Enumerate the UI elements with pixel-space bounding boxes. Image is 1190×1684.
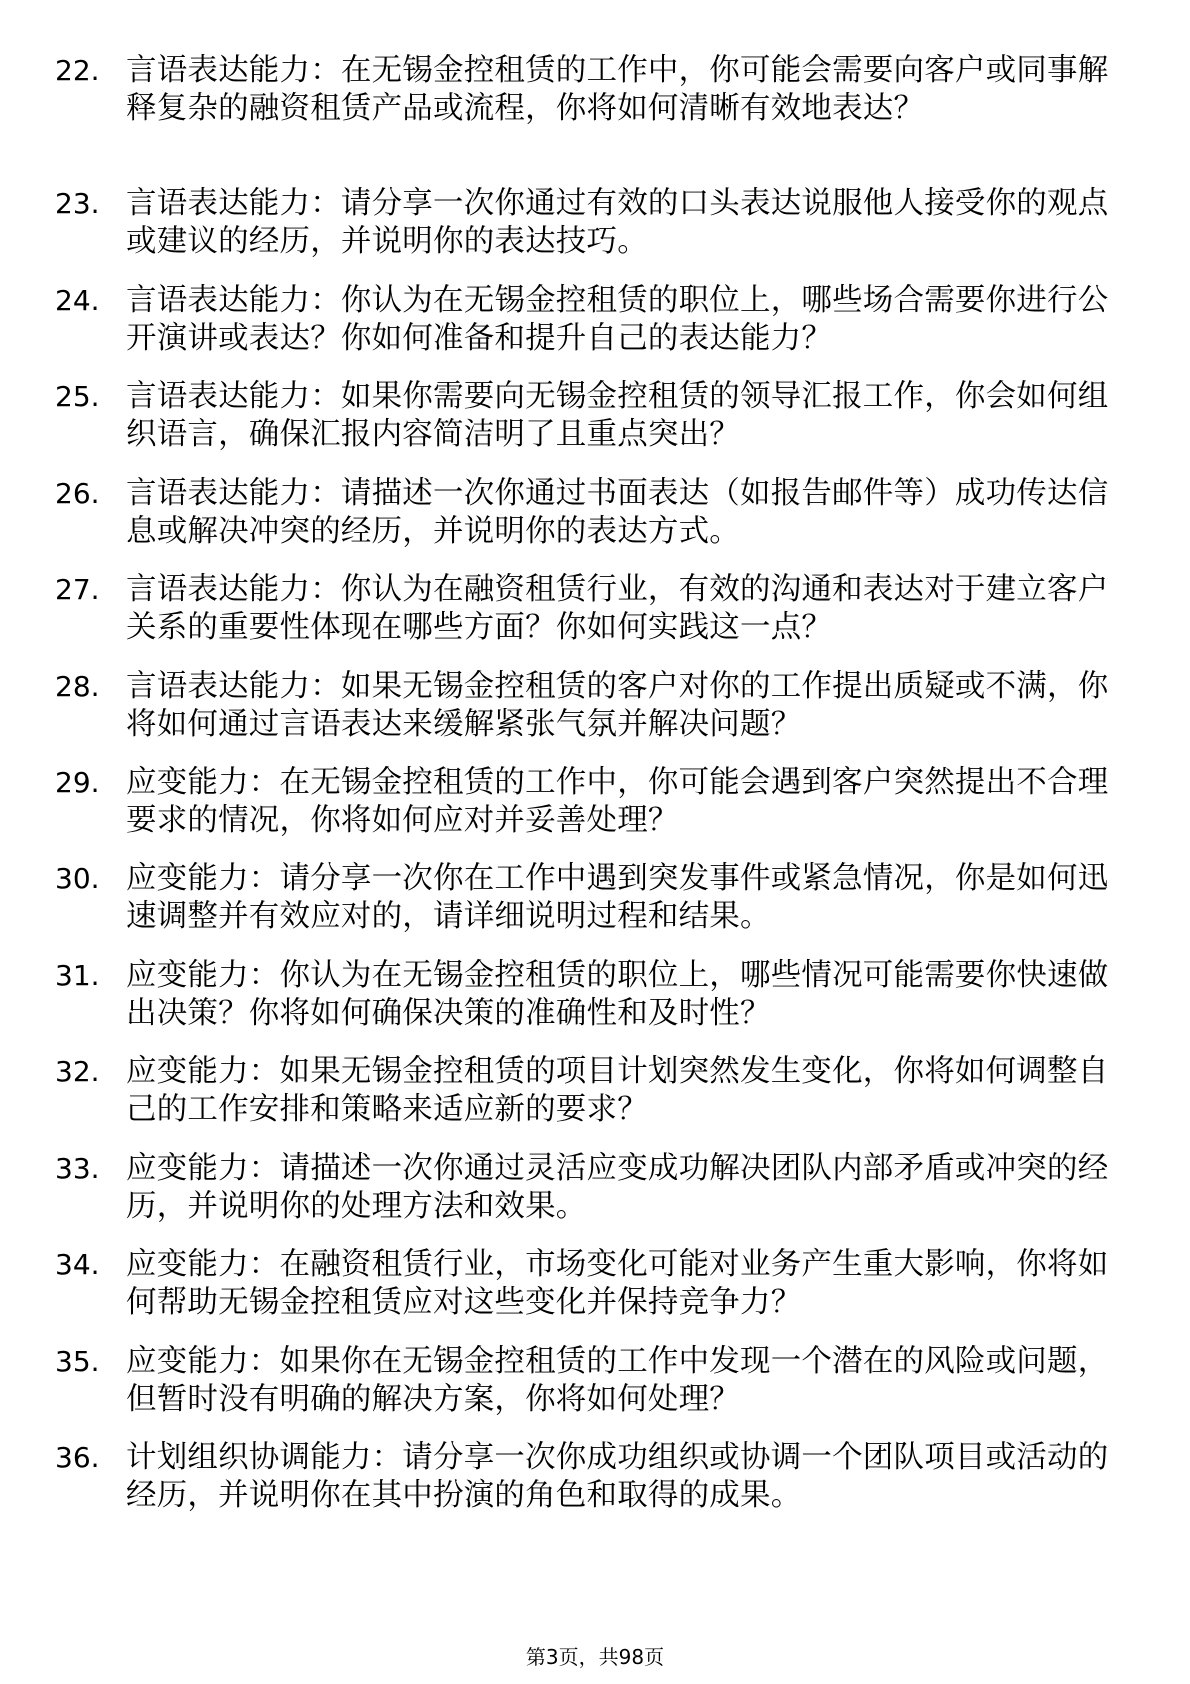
question-number: 28. (55, 670, 100, 703)
question-text: 言语表达能力：如果你需要向无锡金控租赁的领导汇报工作，你会如何组织语言，确保汇报内容简洁明了且重点突出？ (126, 379, 1109, 452)
question-number: 31. (55, 959, 100, 992)
question-text: 应变能力：请分享一次你在工作中遇到突发事件或紧急情况，你是如何迅速调整并有效应对的，请详细说明过程和结果。 (126, 861, 1109, 934)
question-number: 26. (55, 477, 100, 510)
question-text: 应变能力：在融资租赁行业，市场变化可能对业务产生重大影响，你将如何帮助无锡金控租赁应对这些变化并保持竞争力？ (126, 1247, 1109, 1320)
question-number: 36. (55, 1441, 100, 1474)
question-number: 30. (55, 862, 100, 895)
question-text: 言语表达能力：请描述一次你通过书面表达（如报告邮件等）成功传达信息或解决冲突的经历，并说明你的表达方式。 (126, 476, 1109, 549)
question-text: 言语表达能力：请分享一次你通过有效的口头表达说服他人接受你的观点或建议的经历，并说明你的表达技巧。 (126, 186, 1109, 259)
question-number: 24. (55, 284, 100, 317)
question-text: 应变能力：请描述一次你通过灵活应变成功解决团队内部矛盾或冲突的经历，并说明你的处理方法和效果。 (126, 1151, 1109, 1224)
page-number: 第3页，共98页 (525, 1645, 665, 1669)
question-number: 35. (55, 1345, 100, 1378)
question-text: 应变能力：如果你在无锡金控租赁的工作中发现一个潜在的风险或问题，但暂时没有明确的解决方案，你将如何处理？ (126, 1344, 1109, 1417)
question-text: 言语表达能力：你认为在无锡金控租赁的职位上，哪些场合需要你进行公开演讲或表达？你如何准备和提升自己的表达能力？ (126, 283, 1109, 356)
question-text: 言语表达能力：在无锡金控租赁的工作中，你可能会需要向客户或同事解释复杂的融资租赁产品或流程，你将如何清晰有效地表达？ (126, 53, 1109, 126)
question-text: 应变能力：如果无锡金控租赁的项目计划突然发生变化，你将如何调整自己的工作安排和策略来适应新的要求？ (126, 1054, 1109, 1127)
question-number: 29. (55, 766, 100, 799)
question-text: 应变能力：在无锡金控租赁的工作中，你可能会遇到客户突然提出不合理要求的情况，你将如何应对并妥善处理？ (126, 765, 1109, 838)
question-number: 22. (55, 54, 100, 87)
question-text: 言语表达能力：你认为在融资租赁行业，有效的沟通和表达对于建立客户关系的重要性体现在哪些方面？你如何实践这一点？ (126, 572, 1109, 645)
question-text: 计划组织协调能力：请分享一次你成功组织或协调一个团队项目或活动的经历，并说明你在其中扮演的角色和取得的成果。 (126, 1440, 1109, 1513)
question-number: 25. (55, 380, 100, 413)
question-number: 27. (55, 573, 100, 606)
question-number: 33. (55, 1152, 100, 1185)
question-text: 应变能力：你认为在无锡金控租赁的职位上，哪些情况可能需要你快速做出决策？你将如何确保决策的准确性和及时性？ (126, 958, 1109, 1031)
question-number: 23. (55, 187, 100, 220)
question-number: 34. (55, 1248, 100, 1281)
question-text: 言语表达能力：如果无锡金控租赁的客户对你的工作提出质疑或不满，你将如何通过言语表达来缓解紧张气氛并解决问题？ (126, 669, 1109, 742)
question-number: 32. (55, 1055, 100, 1088)
